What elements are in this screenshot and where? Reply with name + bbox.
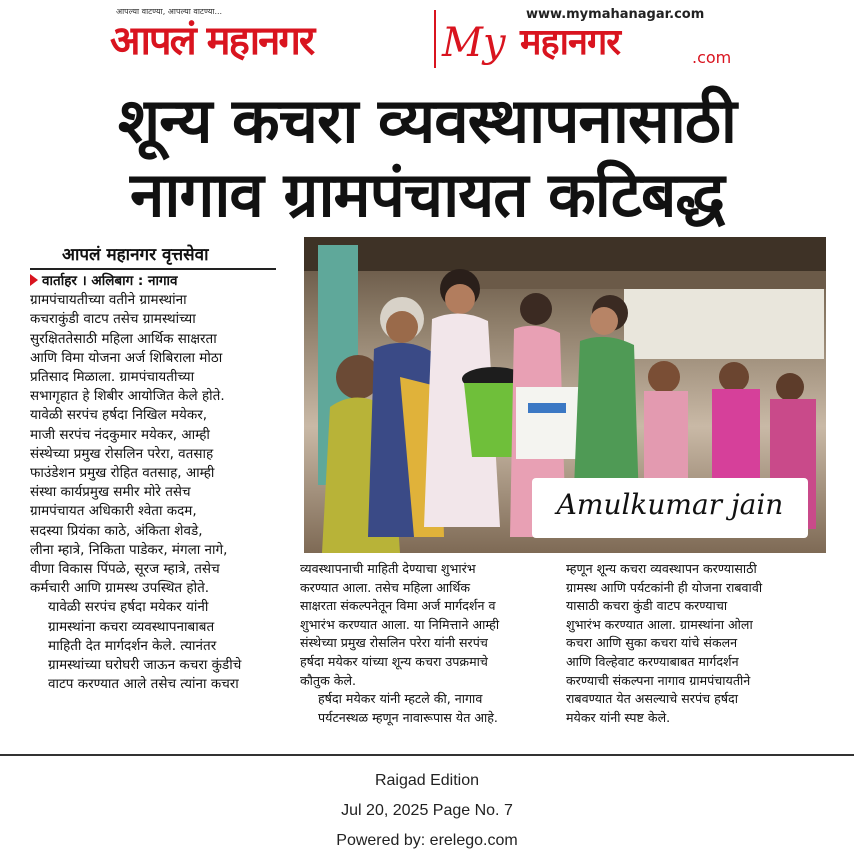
column-3-paragraph (566, 560, 826, 727)
article-line: राबवण्यात येत असल्याचे सरपंच हर्षदा (566, 691, 739, 707)
article-line: ग्रामस्थांच्या घरोघरी जाऊन कचरा कुंडीचे (48, 657, 242, 674)
article-column-1 (30, 272, 278, 694)
article-line: संस्थेच्या प्रमुख रोसलिन परेरा, वतसाह (30, 445, 214, 462)
article-line: ग्रामपंचायतीच्या वतीने ग्रामस्थांना (30, 292, 187, 309)
article-line: शुभारंभ करण्यात आला. ग्रामस्थांना ओला (566, 616, 753, 632)
powered-by: Powered by: erelego.com (336, 832, 518, 849)
article-line: यासाठी कचरा कुंडी वाटप करण्याचा (566, 598, 728, 614)
article-line: सुरक्षिततेसाठी महिला आर्थिक साक्षरता (30, 330, 217, 347)
article-line: ग्रामपंचायत अधिकारी श्वेता कदम, (30, 503, 197, 520)
article-line: कौतुक केले. (300, 672, 357, 688)
article-line: कचराकुंडी वाटप तसेच ग्रामस्थांच्या (30, 311, 196, 328)
article-line: कचरा आणि सुका कचरा यांचे संकलन (566, 635, 738, 651)
column-1-paragraph-2 (30, 598, 278, 694)
article-line: लीना म्हात्रे, निकिता पाडेकर, मंगला नागे, (30, 541, 228, 558)
article-line: वाटप करण्यात आले तसेच त्यांना कचरा (48, 676, 239, 693)
column-2-paragraph-2 (300, 690, 540, 727)
article-line: सभागृहात हे शिबीर आयोजित केले होते. (30, 388, 225, 405)
edition-rule (0, 754, 854, 756)
article-line: यावेळी सरपंच हर्षदा मयेकर यांनी (48, 599, 209, 616)
article-line: माहिती देत मार्गदर्शन केले. त्यानंतर (48, 637, 217, 654)
article-line: प्रतिसाद मिळाला. ग्रामपंचायतीच्या (30, 369, 195, 386)
article-column-2 (300, 560, 540, 727)
article-line: सदस्या प्रियंका काठे, अंकिता शेवडे, (30, 522, 203, 539)
article-line: मयेकर यांनी स्पष्ट केले. (566, 709, 671, 725)
article-line: व्यवस्थापनाची माहिती देण्याचा शुभारंभ (300, 561, 476, 576)
masthead-my-logo: My (442, 20, 506, 66)
headline (0, 84, 854, 232)
column-2-paragraph (300, 560, 540, 690)
article-line: म्हणून शून्य कचरा व्यवस्थापन करण्यासाठी (566, 561, 757, 576)
article-line: संस्थेच्या प्रमुख रोसलिन परेरा यांनी सरपंच (300, 635, 488, 651)
masthead-tagline: आपल्या वाटण्या, आपल्या वाटण्या... (116, 7, 223, 16)
article-line: आणि विमा योजना अर्ज शिबिराला मोठा (30, 349, 223, 366)
masthead-title-right: महानगर (520, 22, 620, 63)
masthead-dotcom: .com (692, 48, 732, 67)
article-line: कर्मचारी आणि ग्रामस्थ उपस्थित होते. (30, 580, 210, 597)
article-line: शुभारंभ करण्यात आला. या निमित्ताने आम्ही (300, 616, 500, 632)
headline-line-2: नागाव ग्रामपंचायत कटिबद्ध (130, 158, 724, 231)
article-line: यावेळी सरपंच हर्षदा निखिल मयेकर, (30, 407, 208, 424)
photo-credit: Amulkumar jain (556, 488, 784, 521)
masthead-title-marathi: आपलं महानगर (110, 18, 314, 64)
article-line: पर्यटनस्थळ म्हणून नावारूपास येत आहे. (318, 709, 498, 725)
byline: आपलं महानगर वृत्तसेवा (62, 245, 209, 265)
article-line: फाउंडेशन प्रमुख रोहित वतसाह, आम्ही (30, 465, 215, 482)
dateline: वार्ताहर । अलिबाग : नागाव (42, 273, 178, 289)
edition-date-page: Jul 20, 2025 Page No. 7 (341, 802, 513, 819)
byline-rule (30, 268, 276, 270)
article-line: करण्याची संकल्पना नागाव ग्रामपंचायतीने (566, 672, 751, 688)
dateline-marker-icon (30, 274, 38, 286)
column-1-paragraph (30, 291, 278, 598)
article-line: संस्था कार्यप्रमुख समीर मोरे तसेच (30, 484, 191, 501)
article-line: ग्रामस्थ आणि पर्यटकांनी ही योजना राबवावी (566, 579, 763, 595)
headline-line-1: शून्य कचरा व्यवस्थापनासाठी (118, 84, 736, 157)
photo-credit-box (532, 478, 808, 538)
article-column-3 (566, 560, 826, 727)
article-line: हर्षदा मयेकर यांच्या शून्य कचरा उपक्रमाचे (300, 653, 488, 669)
article-line: साक्षरता संकल्पनेतून विमा अर्ज मार्गदर्शन व (300, 598, 496, 614)
edition-name: Raigad Edition (374, 772, 480, 789)
article-line: करण्यात आला. तसेच महिला आर्थिक (300, 579, 471, 595)
article-line: ग्रामस्थांना कचरा व्यवस्थापनाबाबत (48, 618, 215, 635)
dateline-row (30, 272, 278, 291)
article-line: हर्षदा मयेकर यांनी म्हटले की, नागाव (318, 691, 483, 707)
article-line: वीणा विकास पिंपळे, सूरज म्हात्रे, तसेच (30, 561, 220, 578)
article-line: माजी सरपंच नंदकुमार मयेकर, आम्ही (30, 426, 210, 443)
masthead (108, 4, 748, 72)
article-line: आणि विल्हेवाट करण्याबाबत मार्गदर्शन (566, 653, 739, 669)
masthead-divider (434, 10, 436, 68)
masthead-url: www.mymahanagar.com (526, 7, 705, 22)
